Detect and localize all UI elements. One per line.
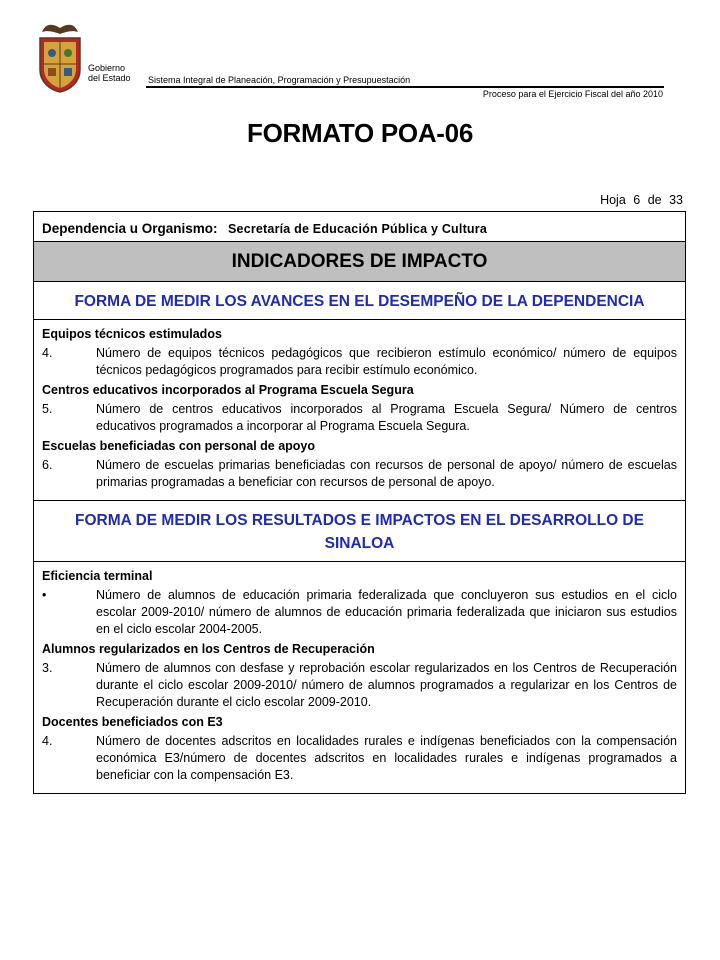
government-label: [88, 63, 131, 83]
state-line: del Estado: [88, 73, 131, 83]
indicator-formula: Número de equipos técnicos pedagógicos que recibieron estímulo económico/ número de equipos técnicos pedagógicos programados para recibir estímulo económico.: [96, 346, 677, 377]
indicator-formula: Número de docentes adscritos en localidades rurales e indígenas beneficiados con la compensación económica E3/número de docentes adscritos en localidades rurales e indígenas programados a beneficiar con la compensación E3.: [96, 734, 677, 782]
indicator-number: 6.: [42, 458, 53, 472]
indicator-item: [42, 587, 677, 638]
indicator-bullet: •: [42, 588, 47, 602]
sheet-of: de: [647, 193, 662, 207]
indicator-item: [42, 345, 677, 379]
section-body-performance: [34, 320, 685, 501]
dependency-row: [34, 212, 685, 242]
indicator-number: 3.: [42, 661, 53, 675]
section-title-results: FORMA DE MEDIR LOS RESULTADOS E IMPACTOS EN EL DESARROLLO DE SINALOA: [34, 501, 685, 562]
indicator-number: 4.: [42, 346, 53, 360]
sheet-total: 33: [669, 193, 683, 207]
indicator-item: [42, 660, 677, 711]
indicator-heading: Escuelas beneficiadas con personal de apoyo: [42, 439, 316, 453]
indicator-heading: Docentes beneficiados con E3: [42, 715, 223, 729]
indicator-formula: Número de alumnos de educación primaria federalizada que concluyeron sus estudios en el ciclo escolar 2009-2010/ número de alumnos de educación primaria federalizada que iniciaron sus estudios en el ciclo escolar 2004-2005.: [96, 588, 677, 636]
indicator-item: [42, 457, 677, 491]
dependency-value: Secretaría de Educación Pública y Cultura: [228, 222, 487, 236]
header-divider: [146, 86, 664, 88]
dependency-label: Dependencia u Organismo:: [42, 221, 218, 236]
indicator-heading: Centros educativos incorporados al Programa Escuela Segura: [42, 383, 414, 397]
impact-header: INDICADORES DE IMPACTO: [34, 242, 685, 282]
indicator-item: [42, 733, 677, 784]
indicator-formula: Número de centros educativos incorporados al Programa Escuela Segura/ Número de centros educativos programados a incorporar al Programa Escuela Segura.: [96, 402, 677, 433]
indicator-heading: Eficiencia terminal: [42, 569, 153, 583]
sheet-label: Hoja: [600, 193, 626, 207]
fiscal-process-label: Proceso para el Ejercicio Fiscal del año 2010: [482, 89, 663, 99]
state-seal-logo: [36, 18, 84, 94]
sheet-number: [596, 193, 683, 207]
system-name: Sistema Integral de Planeación, Programación y Presupuestación: [148, 75, 411, 85]
document-title: FORMATO POA-06: [247, 118, 473, 148]
indicator-number: 5.: [42, 402, 53, 416]
section-body-results: [34, 562, 685, 793]
indicator-heading: Equipos técnicos estimulados: [42, 327, 222, 341]
indicator-number: 4.: [42, 734, 53, 748]
sheet-current: 6: [633, 193, 641, 207]
government-line: Gobierno: [88, 63, 126, 73]
indicator-formula: Número de alumnos con desfase y reprobación escolar regularizados en los Centros de Recuperación durante el ciclo escolar 2009-2010/ número de alumnos programados a regularizar en los Centros de Recuperación durante el ciclo escolar 2009-2010.: [96, 661, 677, 709]
indicator-formula: Número de escuelas primarias beneficiadas con recursos de personal de apoyo/ número de escuelas primarias programadas a beneficiar con recursos de personal de apoyo.: [96, 458, 677, 489]
indicator-item: [42, 401, 677, 435]
section-title-performance: FORMA DE MEDIR LOS AVANCES EN EL DESEMPEÑO DE LA DEPENDENCIA: [34, 282, 685, 320]
indicator-heading: Alumnos regularizados en los Centros de Recuperación: [42, 642, 375, 656]
indicators-table: [33, 211, 686, 794]
